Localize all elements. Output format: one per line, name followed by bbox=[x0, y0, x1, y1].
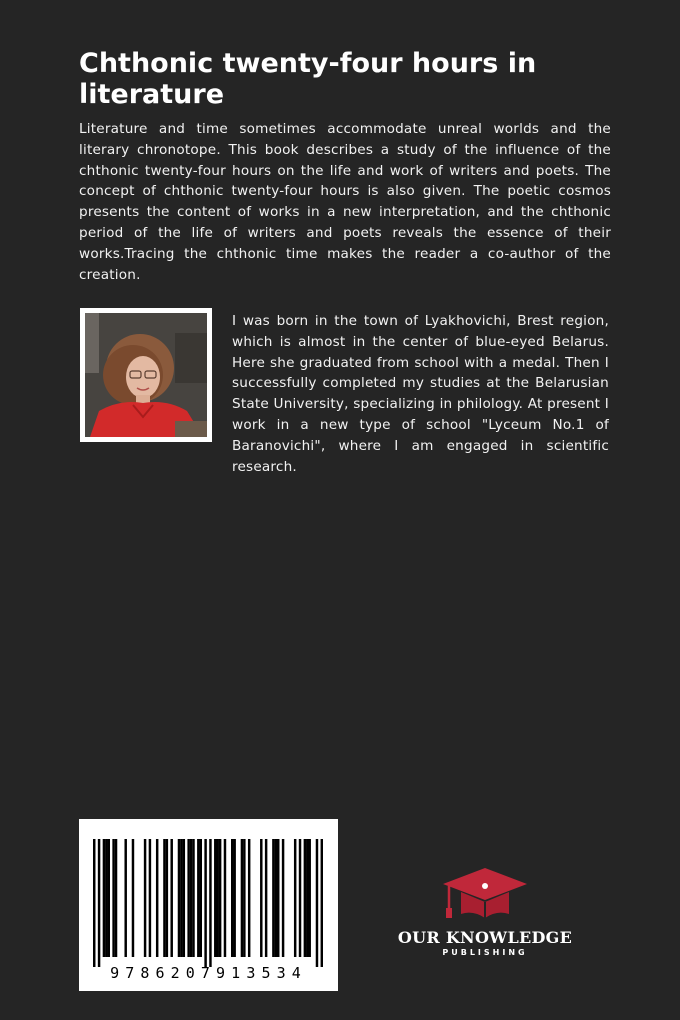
barcode-bar bbox=[316, 839, 318, 967]
author-photo-frame bbox=[80, 308, 212, 442]
barcode-bar bbox=[170, 839, 172, 957]
graduation-cap-book-icon bbox=[435, 866, 535, 926]
barcode-bar bbox=[132, 839, 134, 957]
barcode-bar bbox=[200, 839, 202, 957]
publisher-name: OUR KNOWLEDGE bbox=[397, 928, 573, 947]
author-biography: I was born in the town of Lyakhovichi, Brest region, which is almost in the center of blue-eyed Belarus. Here she graduated from school with a medal. Then I successfully completed my studies at the Belarusian State University, specializing in philology. At present I work in a new type of school "Lyceum No.1 of Baranovichi", where I am engaged in scientific research. bbox=[232, 313, 609, 475]
barcode-bar bbox=[277, 839, 279, 957]
barcode-bar bbox=[112, 839, 114, 957]
barcode-bar bbox=[115, 839, 117, 957]
barcode-bar bbox=[144, 839, 146, 957]
book-title: Chthonic twenty-four hours in literature bbox=[79, 48, 537, 110]
barcode-bar bbox=[214, 839, 216, 957]
barcode-bar bbox=[204, 839, 206, 967]
barcode-bar bbox=[180, 839, 182, 957]
author-photo bbox=[85, 313, 207, 437]
barcode-bar bbox=[306, 839, 308, 957]
barcode-bar bbox=[192, 839, 194, 957]
barcode-bar bbox=[219, 839, 221, 957]
barcode-bar bbox=[187, 839, 189, 957]
barcode-bar bbox=[216, 839, 218, 957]
barcode-bar bbox=[197, 839, 199, 957]
barcode-bar bbox=[282, 839, 284, 957]
barcode-bar bbox=[231, 839, 233, 957]
barcode-bar bbox=[275, 839, 277, 957]
barcode-bar bbox=[190, 839, 192, 957]
barcode-bar bbox=[233, 839, 235, 957]
barcode-bar bbox=[243, 839, 245, 957]
barcode-bar bbox=[103, 839, 105, 957]
barcode-bar bbox=[178, 839, 180, 957]
publisher-subtitle: PUBLISHING bbox=[442, 948, 528, 957]
barcode-bar bbox=[108, 839, 110, 957]
isbn-barcode bbox=[79, 819, 338, 991]
author-portrait-icon bbox=[85, 313, 207, 437]
barcode-bar bbox=[98, 839, 100, 967]
barcode-bar bbox=[166, 839, 168, 957]
barcode-bar bbox=[156, 839, 158, 957]
barcode-bar bbox=[260, 839, 262, 957]
barcode-bar bbox=[265, 839, 267, 957]
barcode-bar bbox=[241, 839, 243, 957]
publisher-logo bbox=[395, 866, 575, 966]
barcode-bar bbox=[149, 839, 151, 957]
barcode-bar bbox=[183, 839, 185, 957]
barcode-digits: 9786207913534 bbox=[110, 964, 307, 982]
barcode-bar bbox=[321, 839, 323, 967]
barcode-bar bbox=[93, 839, 95, 967]
book-description: Literature and time sometimes accommodate unreal worlds and the literary chronotope. This book describes a study of the influence of the chthonic twenty-four hours on the life and work of writers and poets. The concept of chthonic twenty-four hours is also given. The poetic cosmos presents the content of works in a new interpretation, and the chthonic period of the life of writers and poets reveals the essence of their works.Tracing the chthonic time makes the reader a co-author of the creation. bbox=[79, 121, 611, 283]
barcode-bar bbox=[105, 839, 107, 957]
barcode-bar bbox=[248, 839, 250, 957]
barcode-bar bbox=[163, 839, 165, 957]
barcode-bar bbox=[124, 839, 126, 957]
barcode-bar bbox=[308, 839, 310, 957]
barcode-bar bbox=[272, 839, 274, 957]
barcode-bar bbox=[209, 839, 211, 967]
barcode-bar bbox=[294, 839, 296, 957]
barcode-bar bbox=[299, 839, 301, 957]
barcode-bar bbox=[304, 839, 306, 957]
barcode-bar bbox=[224, 839, 226, 957]
barcode-bars bbox=[93, 839, 323, 967]
